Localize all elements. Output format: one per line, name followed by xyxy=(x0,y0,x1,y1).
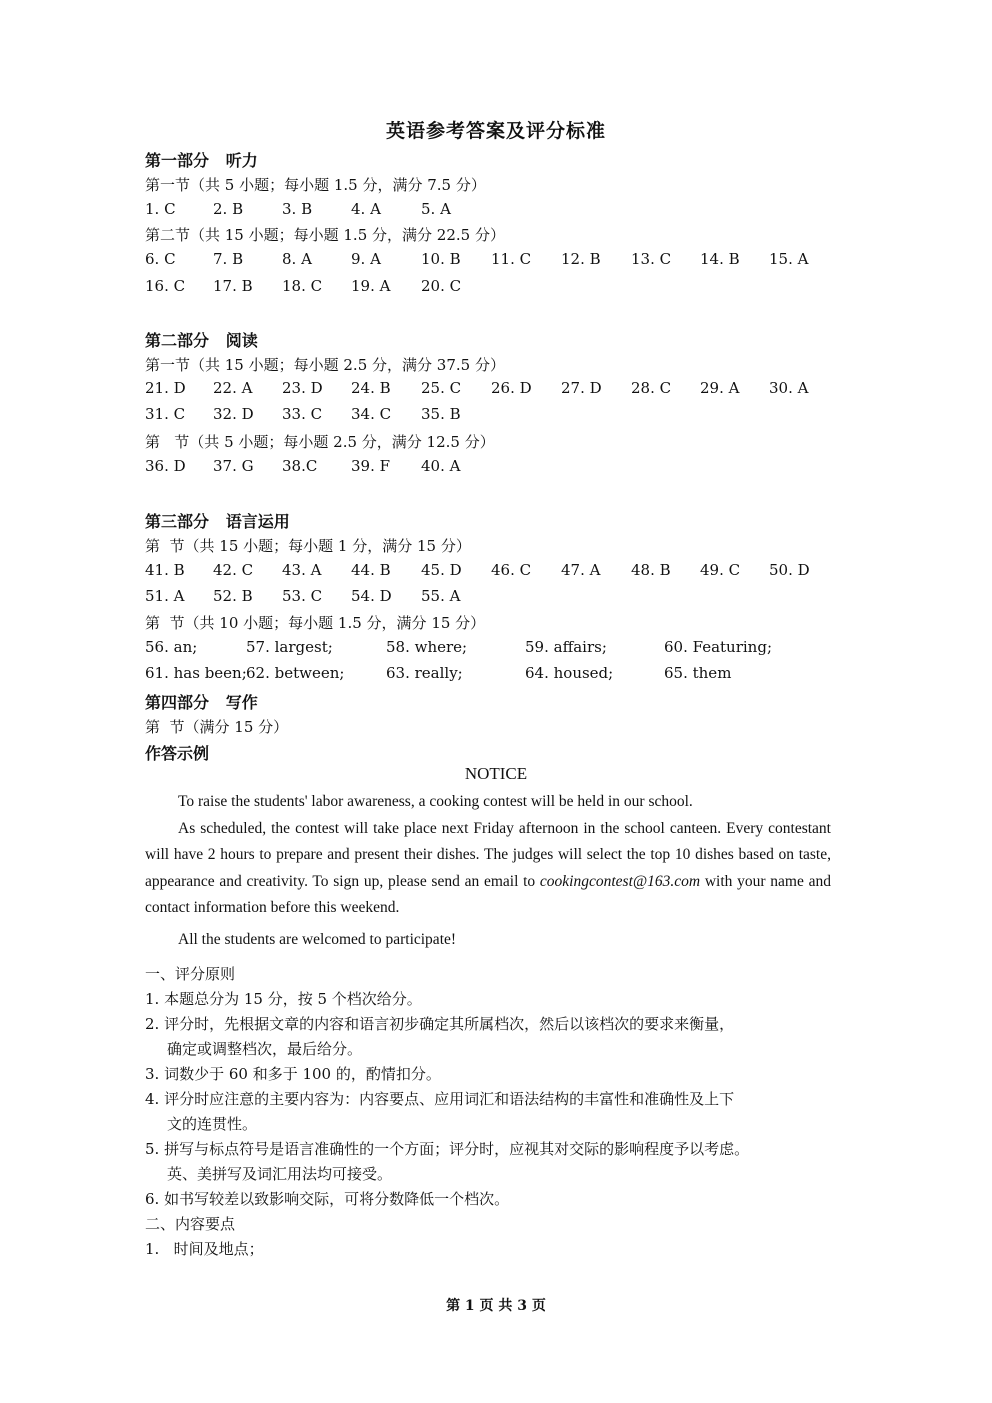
answer: 8. A xyxy=(282,250,312,268)
answer: 26. D xyxy=(491,379,532,397)
answer: 34. C xyxy=(351,405,392,423)
answer: 15. A xyxy=(769,250,809,268)
answer: 47. A xyxy=(561,561,601,579)
answer: 57. largest; xyxy=(246,638,333,656)
rule-line: 确定或调整档次，最后给分。 xyxy=(167,1040,363,1058)
rule-line: 5. 拼写与标点符号是语言准确性的一个方面；评分时，应视其对交际的影响程度予以考虑。 xyxy=(145,1140,750,1158)
part2-section2-heading: 第 节（共 5 小题；每小题 2.5 分，满分 12.5 分） xyxy=(145,433,495,451)
answer: 59. affairs; xyxy=(525,638,607,656)
answer: 42. C xyxy=(213,561,254,579)
part2-section1-heading: 第一节（共 15 小题；每小题 2.5 分，满分 37.5 分） xyxy=(145,356,505,374)
answer: 18. C xyxy=(282,277,323,295)
notice-title: NOTICE xyxy=(464,764,528,783)
answer: 56. an; xyxy=(145,638,198,656)
essay-text: As scheduled, the contest will take place next Friday afternoon in the school canteen. Every contestant will have 2 hours to prepare and present their dishes. The judges will select the top 10 dishes based on taste, appearance and creativity. To sign up, please send an email to xyxy=(145,819,831,890)
part1-heading: 第一部分 听力 xyxy=(145,151,258,170)
part3-section1-row2 xyxy=(145,587,845,609)
part1-section2-row1 xyxy=(145,250,845,272)
answer: 37. G xyxy=(213,457,254,475)
part2-heading: 第二部分 阅读 xyxy=(145,331,258,350)
answer: 29. A xyxy=(700,379,740,397)
answer: 28. C xyxy=(631,379,672,397)
essay-paragraph: All the students are welcomed to participate! xyxy=(178,930,457,948)
rule-line: 3. 词数少于 60 和多于 100 的，酌情扣分。 xyxy=(145,1065,441,1083)
essay-paragraph xyxy=(145,816,831,922)
answer: 52. B xyxy=(213,587,253,605)
answer: 60. Featuring; xyxy=(664,638,773,656)
answer: 44. B xyxy=(351,561,391,579)
answer: 20. C xyxy=(421,277,462,295)
part3-heading: 第三部分 语言运用 xyxy=(145,512,290,531)
answer: 9. A xyxy=(351,250,381,268)
part3-section2-row2 xyxy=(145,664,845,686)
answer: 32. D xyxy=(213,405,254,423)
answer: 48. B xyxy=(631,561,671,579)
answer: 2. B xyxy=(213,200,244,218)
part3-section1-row1 xyxy=(145,561,845,583)
rule-line: 1. 本题总分为 15 分，按 5 个档次给分。 xyxy=(145,990,422,1008)
answer: 54. D xyxy=(351,587,392,605)
part3-section2-row1 xyxy=(145,638,845,660)
part2-section1-row1 xyxy=(145,379,845,401)
answer: 17. B xyxy=(213,277,253,295)
answer: 16. C xyxy=(145,277,186,295)
part3-section1-heading: 第 节（共 15 小题；每小题 1 分，满分 15 分） xyxy=(145,537,471,555)
answer: 58. where; xyxy=(386,638,468,656)
answer: 33. C xyxy=(282,405,323,423)
rule-line: 2. 评分时，先根据文章的内容和语言初步确定其所属档次，然后以该档次的要求来衡量， xyxy=(145,1015,735,1033)
rule-line: 4. 评分时应注意的主要内容为：内容要点、应用词汇和语法结构的丰富性和准确性及上下 xyxy=(145,1090,735,1108)
answer: 35. B xyxy=(421,405,461,423)
answer: 30. A xyxy=(769,379,809,397)
page-title: 英语参考答案及评分标准 xyxy=(385,120,606,142)
answer: 21. D xyxy=(145,379,186,397)
answer: 51. A xyxy=(145,587,185,605)
answer: 3. B xyxy=(282,200,313,218)
answer: 36. D xyxy=(145,457,186,475)
answer: 31. C xyxy=(145,405,186,423)
sample-label: 作答示例 xyxy=(145,744,210,763)
answer: 4. A xyxy=(351,200,381,218)
page-footer: 第 1 页 共 3 页 xyxy=(446,1298,546,1314)
answer: 27. D xyxy=(561,379,602,397)
answer: 61. has been; xyxy=(145,664,247,682)
answer: 24. B xyxy=(351,379,391,397)
answer: 45. D xyxy=(421,561,462,579)
scoring-rules xyxy=(145,962,845,1262)
answer: 39. F xyxy=(351,457,391,475)
part4-section1-heading: 第 节（满分 15 分） xyxy=(145,718,289,736)
part1-section1-answers xyxy=(145,200,845,222)
answer: 19. A xyxy=(351,277,391,295)
answer: 63. really; xyxy=(386,664,463,682)
essay-text: with your name and contact information before this weekend. xyxy=(145,872,831,916)
part3-section2-heading: 第 节（共 10 小题；每小题 1.5 分，满分 15 分） xyxy=(145,614,486,632)
part2-section1-row2 xyxy=(145,405,845,427)
email-address: cookingcontest@163.com xyxy=(539,872,701,890)
answer: 7. B xyxy=(213,250,244,268)
part1-section1-heading: 第一节（共 5 小题；每小题 1.5 分，满分 7.5 分） xyxy=(145,176,486,194)
answer: 5. A xyxy=(421,200,451,218)
answer: 46. C xyxy=(491,561,532,579)
answer: 13. C xyxy=(631,250,672,268)
answer: 14. B xyxy=(700,250,740,268)
answer: 50. D xyxy=(769,561,810,579)
part1-section2-row2 xyxy=(145,277,845,299)
answer: 65. them xyxy=(664,664,732,682)
answer: 53. C xyxy=(282,587,323,605)
part2-section2-answers xyxy=(145,457,845,479)
answer: 38.C xyxy=(282,457,318,475)
scoring-heading: 一、评分原则 xyxy=(145,965,236,983)
answer: 43. A xyxy=(282,561,322,579)
rule-line: 英、美拼写及词汇用法均可接受。 xyxy=(167,1165,393,1183)
part4-heading: 第四部分 写作 xyxy=(145,693,258,712)
content-point: 1. 时间及地点； xyxy=(145,1240,264,1258)
answer: 25. C xyxy=(421,379,462,397)
essay-paragraph: To raise the students' labor awareness, a cooking contest will be held in our school. xyxy=(178,793,693,810)
answer: 23. D xyxy=(282,379,323,397)
part1-section2-heading: 第二节（共 15 小题；每小题 1.5 分，满分 22.5 分） xyxy=(145,226,505,244)
answer: 22. A xyxy=(213,379,253,397)
answer: 55. A xyxy=(421,587,461,605)
answer: 41. B xyxy=(145,561,185,579)
answer: 49. C xyxy=(700,561,741,579)
answer: 11. C xyxy=(491,250,532,268)
rule-line: 6. 如书写较差以致影响交际，可将分数降低一个档次。 xyxy=(145,1190,510,1208)
answer: 64. housed; xyxy=(525,664,614,682)
rule-line: 文的连贯性。 xyxy=(167,1115,258,1133)
answer: 6. C xyxy=(145,250,176,268)
answer: 10. B xyxy=(421,250,461,268)
answer: 1. C xyxy=(145,200,176,218)
answer: 62. between; xyxy=(246,664,345,682)
content-points-heading: 二、内容要点 xyxy=(145,1215,236,1233)
answer: 12. B xyxy=(561,250,601,268)
answer: 40. A xyxy=(421,457,461,475)
sample-essay xyxy=(145,789,831,953)
